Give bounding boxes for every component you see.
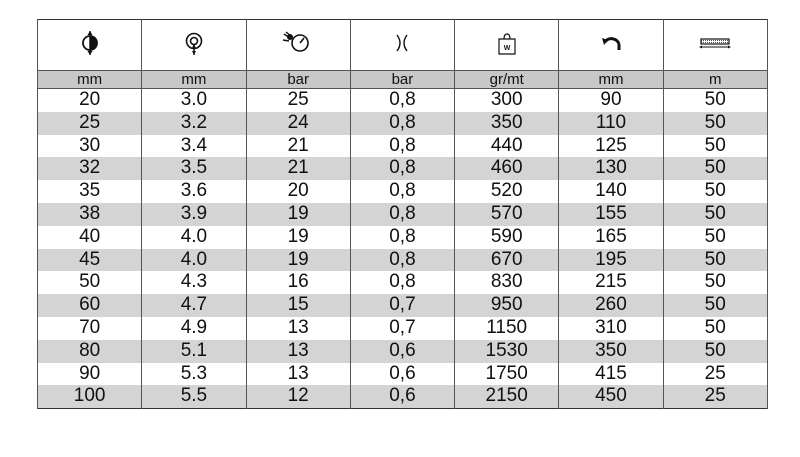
unit-label: mm [142,71,246,89]
table-cell: 155 [559,203,663,226]
table-cell: 415 [559,363,663,386]
table-cell: 140 [559,180,663,203]
table-cell: 0,6 [350,385,454,408]
table-cell: 15 [246,294,350,317]
table-cell: 450 [559,385,663,408]
table-cell: 950 [455,294,559,317]
unit-label: bar [350,71,454,89]
table-cell: 350 [559,340,663,363]
table-cell: 35 [38,180,142,203]
table-cell: 50 [663,89,767,112]
table-cell: 350 [455,112,559,135]
table-cell: 30 [38,135,142,158]
table-cell: 25 [663,385,767,408]
table-cell: 1150 [455,317,559,340]
table-cell: 260 [559,294,663,317]
table-row [38,135,768,158]
table-cell: 4.7 [142,294,246,317]
table-cell: 5.1 [142,340,246,363]
table-cell: 830 [455,271,559,294]
table-cell: 12 [246,385,350,408]
table-cell: 440 [455,135,559,158]
table-cell: 21 [246,135,350,158]
table-body [38,89,768,409]
table-cell: 195 [559,249,663,272]
table-cell: 4.3 [142,271,246,294]
table-row [38,340,768,363]
table-cell: 80 [38,340,142,363]
table-cell: 50 [663,249,767,272]
table-row [38,249,768,272]
table-row [38,294,768,317]
table-cell: 50 [663,294,767,317]
table-cell: 460 [455,157,559,180]
table-cell: 50 [663,317,767,340]
table-row [38,157,768,180]
table-cell: 1530 [455,340,559,363]
unit-label: gr/mt [455,71,559,89]
table-cell: 5.3 [142,363,246,386]
table-row [38,317,768,340]
table-cell: 21 [246,157,350,180]
table-cell: 5.5 [142,385,246,408]
table-cell: 50 [663,135,767,158]
unit-header-row [38,71,768,89]
icon-header-row [38,20,768,71]
table-cell: 19 [246,249,350,272]
table-cell: 110 [559,112,663,135]
table-cell: 90 [559,89,663,112]
table-cell: 3.9 [142,203,246,226]
table-cell: 70 [38,317,142,340]
unit-label: mm [559,71,663,89]
table-cell: 4.0 [142,249,246,272]
table-cell: 20 [38,89,142,112]
table-cell: 3.2 [142,112,246,135]
table-cell: 32 [38,157,142,180]
unit-label: bar [246,71,350,89]
table-cell: 0,8 [350,180,454,203]
vacuum-icon [382,30,422,56]
table-cell: 590 [455,226,559,249]
table-cell: 24 [246,112,350,135]
table-row [38,226,768,249]
table-cell: 300 [455,89,559,112]
table-cell: 50 [38,271,142,294]
table-cell: 90 [38,363,142,386]
bend-radius-icon [591,30,631,56]
table-cell: 310 [559,317,663,340]
table-cell: 50 [663,112,767,135]
table-cell: 4.0 [142,226,246,249]
wall-thickness-icon [174,30,214,56]
table-cell: 50 [663,271,767,294]
header-inner-diameter [38,20,142,71]
table-cell: 60 [38,294,142,317]
table-cell: 0,7 [350,317,454,340]
table-row [38,89,768,112]
table-cell: 13 [246,340,350,363]
table-cell: 0,8 [350,271,454,294]
table-cell: 215 [559,271,663,294]
table-cell: 130 [559,157,663,180]
table-cell: 520 [455,180,559,203]
table-cell: 45 [38,249,142,272]
table-cell: 670 [455,249,559,272]
table-row [38,385,768,408]
inner-diameter-icon [70,30,110,56]
table-cell: 125 [559,135,663,158]
table-cell: 38 [38,203,142,226]
table-cell: 19 [246,226,350,249]
table-cell: 0,8 [350,157,454,180]
table-cell: 0,7 [350,294,454,317]
weight-icon [487,30,527,56]
table-row [38,180,768,203]
table-cell: 16 [246,271,350,294]
table-cell: 1750 [455,363,559,386]
table-cell: 0,8 [350,203,454,226]
table-cell: 50 [663,340,767,363]
header-weight [455,20,559,71]
table-cell: 165 [559,226,663,249]
table-cell: 3.6 [142,180,246,203]
table-cell: 0,8 [350,226,454,249]
table-cell: 4.9 [142,317,246,340]
table-cell: 25 [246,89,350,112]
header-coil-length [663,20,767,71]
table-cell: 0,8 [350,249,454,272]
svg-text:W: W [503,44,510,52]
table-cell: 50 [663,203,767,226]
unit-label: mm [38,71,142,89]
table-cell: 40 [38,226,142,249]
table-cell: 0,6 [350,363,454,386]
table-cell: 13 [246,363,350,386]
table-cell: 20 [246,180,350,203]
table-cell: 3.5 [142,157,246,180]
header-wall-thickness [142,20,246,71]
table-cell: 570 [455,203,559,226]
table-cell: 50 [663,226,767,249]
table-cell: 3.0 [142,89,246,112]
table-cell: 0,8 [350,112,454,135]
header-bend-radius [559,20,663,71]
table-cell: 50 [663,180,767,203]
table-row [38,363,768,386]
table-cell: 50 [663,157,767,180]
table-cell: 0,6 [350,340,454,363]
table-row [38,271,768,294]
table-row [38,203,768,226]
table-cell: 3.4 [142,135,246,158]
table-cell: 100 [38,385,142,408]
table-cell: 2150 [455,385,559,408]
table-cell: 25 [663,363,767,386]
table-cell: 19 [246,203,350,226]
table-cell: 13 [246,317,350,340]
hose-spec-table [37,19,768,409]
table-cell: 25 [38,112,142,135]
header-working-pressure [246,20,350,71]
unit-label: m [663,71,767,89]
working-pressure-gauge-icon [278,30,318,56]
table-cell: 0,8 [350,135,454,158]
table-row [38,112,768,135]
table-cell: 0,8 [350,89,454,112]
coil-length-icon [695,30,735,56]
header-vacuum [350,20,454,71]
